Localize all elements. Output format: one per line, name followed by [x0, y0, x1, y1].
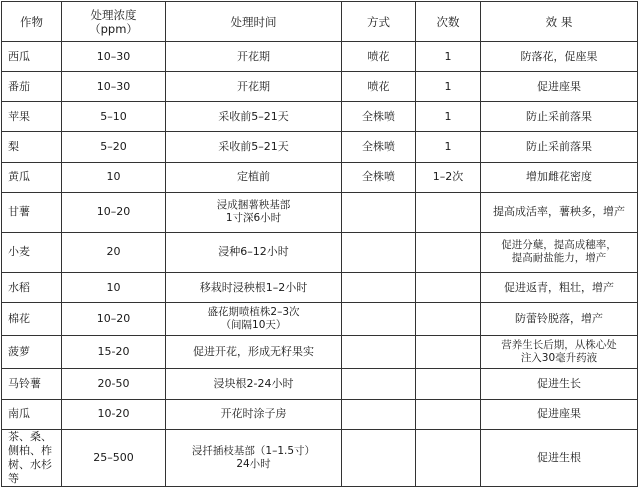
cell-time-line: 移栽时浸秧根1–2小时 [199, 280, 308, 294]
cell-concentration: 10 [62, 272, 166, 302]
cell-crop: 南瓜 [2, 399, 62, 429]
header-effect: 效 果 [481, 2, 638, 42]
cell-effect [481, 369, 638, 399]
table-row [2, 192, 638, 232]
cell-time [166, 272, 342, 302]
cell-effect [481, 162, 638, 192]
cell-count: 1 [416, 132, 481, 162]
cell-time-line: 24小时 [236, 457, 271, 470]
header-concentration-unit: （ppm） [89, 21, 138, 36]
cell-concentration: 20 [62, 232, 166, 272]
cell-concentration: 10–20 [62, 192, 166, 232]
cell-effect-line: 防蕾铃脱落，增产 [515, 312, 603, 326]
cell-crop: 苹果 [2, 102, 62, 132]
cell-crop: 番茄 [2, 72, 62, 102]
cell-method: 全株喷 [342, 162, 416, 192]
cell-time-line: 开花期 [237, 79, 270, 93]
cell-method [342, 232, 416, 272]
cell-count [416, 192, 481, 232]
header-method: 方式 [342, 2, 416, 42]
cell-effect [481, 42, 638, 72]
cell-count [416, 369, 481, 399]
cell-effect [481, 72, 638, 102]
cell-effect [481, 272, 638, 302]
cell-count [416, 303, 481, 336]
cell-crop: 菠萝 [2, 336, 62, 369]
table-row [2, 399, 638, 429]
cell-time [166, 232, 342, 272]
cell-count: 1 [416, 102, 481, 132]
cell-time-line: 盛花期喷植株2–3次 [207, 306, 300, 319]
cell-time-line: （间隔10天） [220, 319, 287, 332]
table-row [2, 72, 638, 102]
cell-time-line: 1寸深6小时 [225, 212, 282, 225]
cell-crop: 西瓜 [2, 42, 62, 72]
cell-time-line: 开花期 [237, 49, 270, 63]
cell-time-line: 开花时涂子房 [220, 407, 287, 421]
cell-effect-line: 促进返青，粗壮，增产 [504, 280, 614, 294]
cell-concentration: 5–10 [62, 102, 166, 132]
cell-crop: 黄瓜 [2, 162, 62, 192]
cell-method: 全株喷 [342, 132, 416, 162]
cell-method [342, 429, 416, 486]
cell-count: 1–2次 [416, 162, 481, 192]
header-count: 次数 [416, 2, 481, 42]
cell-time-line: 采收前5–21天 [218, 109, 289, 123]
table-row [2, 303, 638, 336]
cell-time [166, 429, 342, 486]
header-crop: 作物 [2, 2, 62, 42]
cell-time [166, 102, 342, 132]
table-row [2, 272, 638, 302]
cell-method [342, 272, 416, 302]
cell-effect-line: 促进生根 [537, 450, 581, 464]
table-row [2, 132, 638, 162]
cell-method: 喷花 [342, 72, 416, 102]
cell-count [416, 232, 481, 272]
cell-time [166, 72, 342, 102]
cell-effect [481, 132, 638, 162]
cell-effect-line: 防止采前落果 [526, 109, 592, 123]
cell-effect-line: 注入30毫升药液 [520, 352, 598, 365]
cell-method: 喷花 [342, 42, 416, 72]
table-row [2, 162, 638, 192]
cell-effect [481, 399, 638, 429]
cell-concentration: 10 [62, 162, 166, 192]
cell-crop: 小麦 [2, 232, 62, 272]
cell-concentration: 15-20 [62, 336, 166, 369]
cell-crop: 梨 [2, 132, 62, 162]
table-row [2, 102, 638, 132]
cell-crop: 马铃薯 [2, 369, 62, 399]
header-concentration [62, 2, 166, 42]
cell-time-line: 促进开花，形成无籽果实 [193, 345, 314, 359]
cell-time-line: 定植前 [237, 170, 270, 184]
cell-concentration: 10–30 [62, 72, 166, 102]
plant-growth-regulator-table [1, 1, 638, 487]
cell-count [416, 272, 481, 302]
table-row [2, 42, 638, 72]
cell-concentration: 10-20 [62, 399, 166, 429]
cell-time-line: 采收前5–21天 [218, 139, 289, 153]
cell-effect-line: 增加雌花密度 [526, 170, 592, 184]
cell-effect-line: 营养生长后期，从株心处 [501, 339, 617, 352]
cell-time-line: 浸成捆薯秧基部 [216, 199, 291, 212]
cell-effect [481, 303, 638, 336]
cell-method: 全株喷 [342, 102, 416, 132]
cell-time [166, 42, 342, 72]
cell-effect-line: 防落花，促座果 [520, 49, 598, 63]
cell-time [166, 192, 342, 232]
cell-method [342, 192, 416, 232]
table-row [2, 232, 638, 272]
cell-method [342, 336, 416, 369]
cell-effect [481, 102, 638, 132]
cell-effect [481, 429, 638, 486]
table-row [2, 429, 638, 486]
cell-effect [481, 336, 638, 369]
header-time: 处理时间 [166, 2, 342, 42]
cell-effect [481, 232, 638, 272]
cell-effect-line: 促进分蘖，提高成穗率， [501, 239, 617, 252]
cell-time [166, 303, 342, 336]
cell-time-line: 浸种6–12小时 [218, 245, 289, 259]
cell-method [342, 303, 416, 336]
cell-crop: 茶、桑、侧柏、柞树、水杉等 [2, 429, 62, 486]
header-concentration-label: 处理浓度 [90, 7, 137, 22]
cell-effect-line: 提高成活率，薯秧多，增产 [493, 205, 625, 219]
cell-time [166, 162, 342, 192]
cell-concentration: 5–20 [62, 132, 166, 162]
cell-concentration: 10–20 [62, 303, 166, 336]
cell-count [416, 429, 481, 486]
cell-count: 1 [416, 42, 481, 72]
cell-effect-line: 促进生长 [537, 376, 581, 390]
table-row [2, 336, 638, 369]
cell-concentration: 25–500 [62, 429, 166, 486]
cell-effect-line: 提高耐盐能力，增产 [511, 252, 607, 265]
cell-crop: 甘薯 [2, 192, 62, 232]
cell-count: 1 [416, 72, 481, 102]
cell-crop: 棉花 [2, 303, 62, 336]
cell-time [166, 132, 342, 162]
cell-time-line: 浸块根2-24小时 [213, 376, 294, 390]
cell-time-line: 浸扦插枝基部（1–1.5寸） [191, 444, 316, 457]
cell-crop: 水稻 [2, 272, 62, 302]
cell-time [166, 369, 342, 399]
cell-count [416, 336, 481, 369]
cell-effect-line: 防止采前落果 [526, 139, 592, 153]
cell-method [342, 399, 416, 429]
cell-count [416, 399, 481, 429]
cell-time [166, 399, 342, 429]
table-row [2, 369, 638, 399]
header-row [2, 2, 638, 42]
cell-effect [481, 192, 638, 232]
cell-time [166, 336, 342, 369]
cell-effect-line: 促进座果 [537, 79, 581, 93]
cell-concentration: 20-50 [62, 369, 166, 399]
cell-concentration: 10–30 [62, 42, 166, 72]
cell-method [342, 369, 416, 399]
cell-effect-line: 促进座果 [537, 407, 581, 421]
